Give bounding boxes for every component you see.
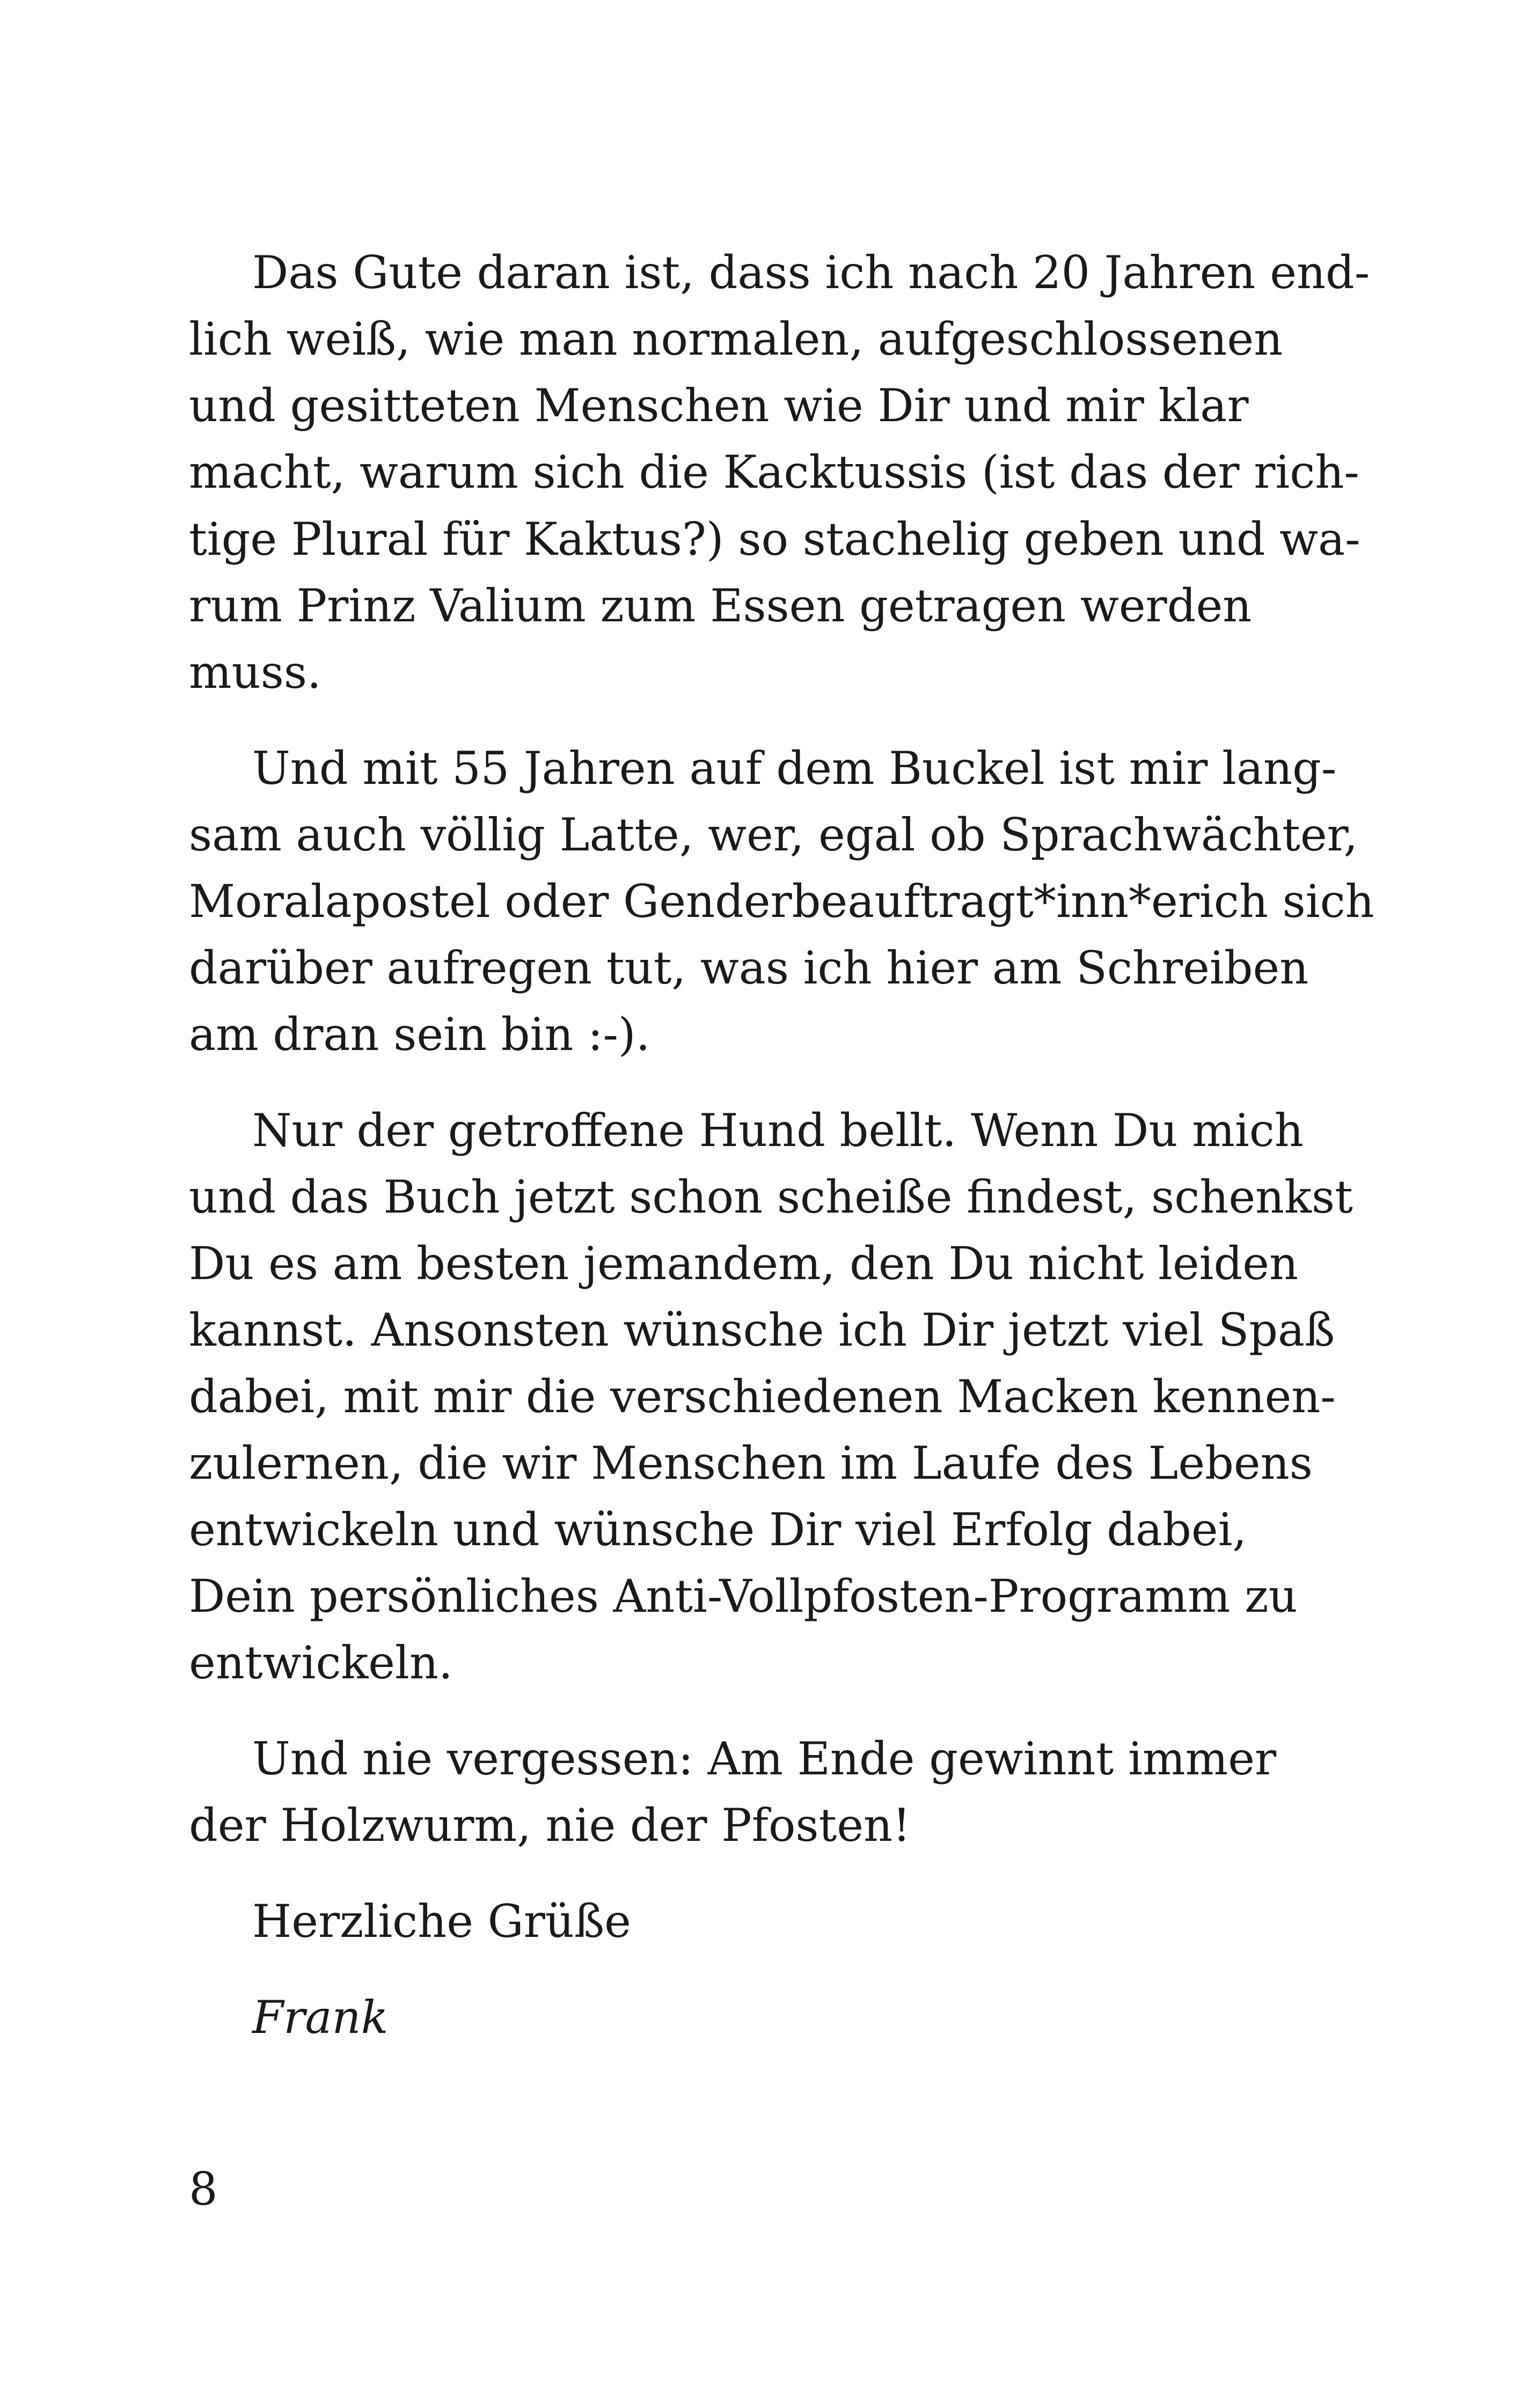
paragraph-1-line-3: und gesitteten Menschen wie Dir und mir klar — [189, 379, 1249, 432]
page-number: 8 — [189, 2163, 218, 2215]
paragraph-3-line-5: dabei, mit mir die verschiedenen Macken kennen- — [189, 1370, 1336, 1423]
paragraph-4-line-1: Und nie vergessen: Am Ende gewinnt immer — [252, 1732, 1277, 1785]
paragraph-2-line-1: Und mit 55 Jahren auf dem Buckel ist mir lang- — [252, 742, 1337, 795]
paragraph-2-line-3: Moralapostel oder Genderbeauftragt*inn*erich sich — [189, 875, 1374, 928]
paragraph-3-line-3: Du es am besten jemandem, den Du nicht leiden — [189, 1237, 1299, 1290]
paragraph-1-line-6: rum Prinz Valium zum Essen getragen werden — [189, 579, 1252, 632]
closing-greeting: Herzliche Grüße — [252, 1895, 631, 1948]
paragraph-3-line-7: entwickeln und wünsche Dir viel Erfolg dabei, — [189, 1503, 1247, 1556]
paragraph-1-line-7: muss. — [189, 646, 321, 699]
paragraph-1-line-4: macht, warum sich die Kacktussis (ist das der rich- — [189, 446, 1359, 498]
paragraph-4-line-2: der Holzwurm, nie der Pfosten! — [189, 1799, 911, 1852]
paragraph-3-line-4: kannst. Ansonsten wünsche ich Dir jetzt viel Spaß — [189, 1304, 1335, 1356]
paragraph-2-line-2: sam auch völlig Latte, wer, egal ob Sprachwächter, — [189, 809, 1358, 861]
paragraph-1-line-2: lich weiß, wie man normalen, aufgeschlossenen — [189, 313, 1283, 365]
paragraph-3-line-6: zulernen, die wir Menschen im Laufe des Lebens — [189, 1437, 1313, 1489]
signature: Frank — [252, 1991, 389, 2044]
paragraph-1-line-1: Das Gute daran ist, dass ich nach 20 Jahren end- — [252, 246, 1370, 299]
paragraph-3-line-1: Nur der getroffene Hund bellt. Wenn Du mich — [252, 1104, 1304, 1157]
paragraph-3-line-8: Dein persönliches Anti-Vollpfosten-Programm zu — [189, 1570, 1298, 1623]
paragraph-3-line-9: entwickeln. — [189, 1636, 453, 1689]
paragraph-1-line-5: tige Plural für Kaktus?) so stachelig geben und wa- — [189, 513, 1360, 566]
paragraph-2-line-4: darüber aufregen tut, was ich hier am Schreiben — [189, 942, 1309, 994]
paragraph-3-line-2: und das Buch jetzt schon scheiße findest, schenkst — [189, 1171, 1353, 1223]
paragraph-2-line-5: am dran sein bin :-). — [189, 1008, 650, 1061]
